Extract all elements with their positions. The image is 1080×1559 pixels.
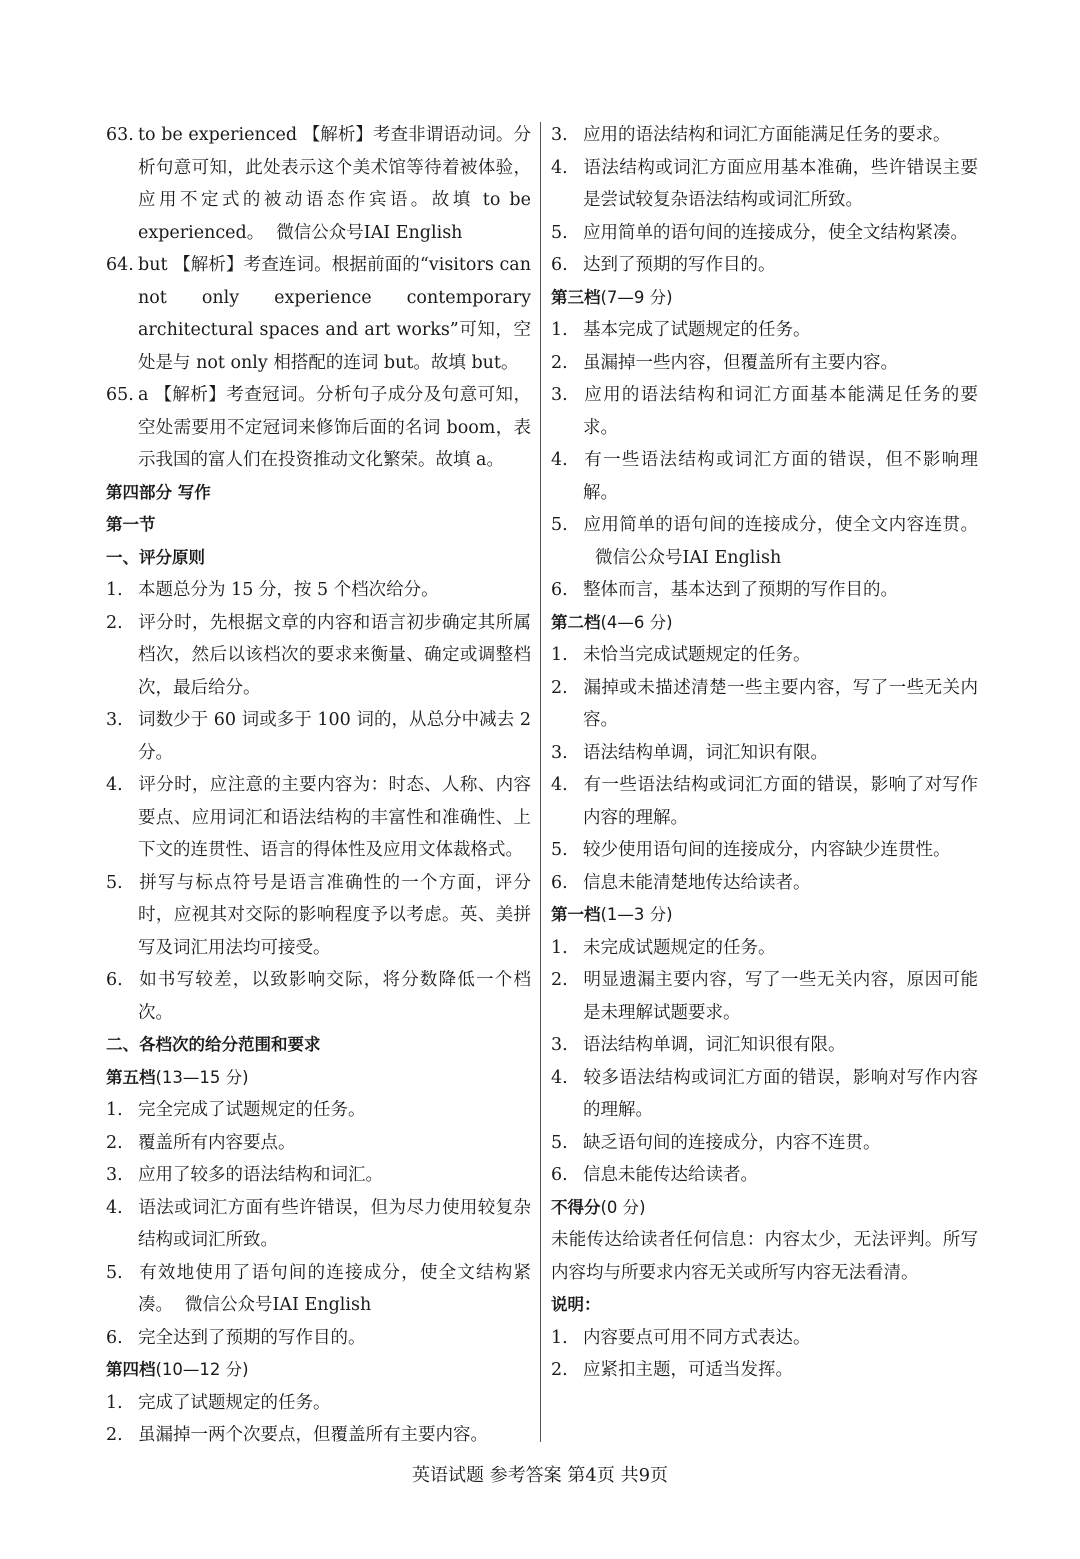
item-text: 有一些语法结构或词汇方面的错误，但不影响理解。 <box>583 450 978 503</box>
item-number: 65. <box>106 385 134 405</box>
part-heading: 第四部分 写作 <box>106 482 211 502</box>
item-text: 语法结构单调，词汇知识很有限。 <box>583 1035 846 1055</box>
list-item <box>106 1127 531 1160</box>
answer-65 <box>106 379 531 477</box>
list-item <box>551 964 978 1029</box>
item-number: 2. <box>551 970 568 990</box>
item-number: 2. <box>551 352 568 373</box>
notes-heading: 说明： <box>551 1295 601 1314</box>
list-item <box>106 769 531 867</box>
list-item <box>106 1419 531 1452</box>
item-number: 5. <box>106 1262 123 1283</box>
item-number: 6. <box>551 580 568 600</box>
item-number: 63. <box>106 125 134 145</box>
item-number: 5. <box>551 1132 568 1153</box>
item-number: 4. <box>106 1197 123 1218</box>
item-number: 3. <box>551 125 568 145</box>
item-text: 应用了较多的语法结构和词汇。 <box>138 1165 383 1185</box>
tier-range: (7—9 分) <box>600 287 673 307</box>
item-number: 6. <box>106 1327 123 1348</box>
item-text: 较少使用语句间的连接成分，内容缺少连贯性。 <box>583 840 951 860</box>
list-item <box>106 867 531 965</box>
tier1-heading <box>551 899 978 932</box>
list-item <box>551 217 978 250</box>
item-number: 1. <box>106 1100 123 1120</box>
item-text: 漏掉或未描述清楚一些主要内容，写了一些无关内容。 <box>583 677 978 730</box>
item-text: 应用的语法结构和词汇方面能满足任务的要求。 <box>583 125 951 145</box>
tier2-heading <box>551 607 978 640</box>
list-item <box>551 672 978 737</box>
item-number: 5. <box>551 840 568 860</box>
tier3-list <box>551 314 978 607</box>
list-item <box>551 1159 978 1192</box>
tier0-heading <box>551 1192 978 1225</box>
item-number: 4. <box>551 775 568 795</box>
list-item <box>551 379 978 444</box>
tier4-heading <box>106 1354 531 1387</box>
list-item <box>106 1159 531 1192</box>
item-text: 应用简单的语句间的连接成分，使全文内容连贯。 <box>583 515 978 535</box>
list-item <box>551 932 978 965</box>
list-item <box>106 1094 531 1127</box>
list-item <box>106 1322 531 1355</box>
item-text: 应紧扣主题，可适当发挥。 <box>583 1360 793 1380</box>
answer-63 <box>106 119 531 249</box>
item-number: 2. <box>106 612 123 633</box>
item-text: 信息未能传达给读者。 <box>583 1165 758 1185</box>
list-item <box>551 509 978 574</box>
section-heading: 第一节 <box>106 515 156 534</box>
item-number: 2. <box>106 1132 123 1153</box>
tier-title: 第五档 <box>106 1067 156 1087</box>
item-text: 整体而言，基本达到了预期的写作目的。 <box>583 580 898 600</box>
item-text: 词数少于 60 词或多于 100 词的，从总分中减去 2 分。 <box>138 710 531 763</box>
item-text: 语法结构或词汇方面应用基本准确，些许错误主要是尝试较复杂语法结构或词汇所致。 <box>583 157 978 210</box>
list-item <box>551 1354 978 1387</box>
item-text: 未完成试题规定的任务。 <box>583 937 776 958</box>
tier-range: (10—12 分) <box>155 1360 249 1379</box>
item-text: 达到了预期的写作目的。 <box>583 255 776 275</box>
item-number: 2. <box>551 1360 568 1380</box>
list-item <box>551 639 978 672</box>
item-number: 64. <box>106 255 134 275</box>
watermark-text: 微信公众号IAI English <box>276 222 463 243</box>
item-number: 1. <box>551 937 568 958</box>
item-text: 完全完成了试题规定的任务。 <box>138 1100 366 1120</box>
list-item <box>551 769 978 834</box>
list-item <box>551 152 978 217</box>
item-number: 3. <box>551 1035 568 1055</box>
list-item <box>551 737 978 770</box>
item-number: 6. <box>551 1165 568 1185</box>
item-number: 1. <box>551 320 568 340</box>
item-text: 内容要点可用不同方式表达。 <box>583 1327 811 1348</box>
left-column <box>106 119 531 1452</box>
item-number: 3. <box>551 385 568 405</box>
item-text: 虽漏掉一些内容，但覆盖所有主要内容。 <box>583 352 898 373</box>
item-number: 1. <box>106 580 123 600</box>
list-item <box>551 1062 978 1127</box>
list-item <box>551 834 978 867</box>
tier-range: (13—15 分) <box>155 1067 249 1087</box>
item-number: 2. <box>551 677 568 698</box>
item-number: 5. <box>106 872 123 893</box>
tier0-description: 未能传达给读者任何信息：内容太少，无法评判。所写内容均与所要求内容无关或所写内容无法看清。 <box>551 1230 978 1283</box>
item-number: 3. <box>106 1165 123 1185</box>
item-number: 4. <box>551 1067 568 1088</box>
right-column <box>551 119 978 1387</box>
item-number: 1. <box>551 645 568 665</box>
answer-text: but 【解析】考查连词。根据前面的“visitors can not only experience contemporary architectural spaces and art works”可知，空处是与 not only 相搭配的连词 but。故填 but。 <box>138 255 531 373</box>
item-number: 4. <box>106 775 123 795</box>
list-item <box>106 1192 531 1257</box>
tier-range: (4—6 分) <box>600 612 673 632</box>
item-number: 2. <box>106 1425 123 1445</box>
item-text: 明显遗漏主要内容，写了一些无关内容，原因可能是未理解试题要求。 <box>583 970 978 1023</box>
item-text: 应用的语法结构和词汇方面基本能满足任务的要求。 <box>583 385 978 438</box>
item-number: 1. <box>551 1327 568 1348</box>
item-number: 4. <box>551 450 568 470</box>
item-number: 3. <box>551 742 568 763</box>
item-text: 拼写与标点符号是语言准确性的一个方面，评分时，应视其对交际的影响程度予以考虑。英、美拼写及词汇用法均可接受。 <box>138 872 531 958</box>
page-footer: 英语试题 参考答案 第4页 共9页 <box>411 1465 669 1486</box>
tier-title: 第四档 <box>106 1360 156 1379</box>
item-text: 如书写较差，以致影响交际，将分数降低一个档次。 <box>138 970 531 1023</box>
item-text: 有效地使用了语句间的连接成分，使全文结构紧凑。 <box>138 1262 531 1315</box>
item-number: 3. <box>106 710 123 730</box>
scoring-principles-heading: 一、评分原则 <box>106 547 205 567</box>
tier-range: (1—3 分) <box>600 905 673 924</box>
list-item <box>106 1257 531 1322</box>
item-text: 虽漏掉一两个次要点，但覆盖所有主要内容。 <box>138 1425 488 1445</box>
tier3-heading <box>551 282 978 315</box>
item-text: 应用简单的语句间的连接成分，使全文结构紧凑。 <box>583 222 968 243</box>
scoring-principles-list <box>106 574 531 1029</box>
list-item <box>551 867 978 900</box>
item-text: 评分时，应注意的主要内容为：时态、人称、内容要点、应用词汇和语法结构的丰富性和准确性、上下文的连贯性、语言的得体性及应用文体裁格式。 <box>138 775 531 860</box>
item-text: 完全达到了预期的写作目的。 <box>138 1327 366 1348</box>
tier-title: 第三档 <box>551 287 601 307</box>
item-text: 语法结构单调，词汇知识有限。 <box>583 742 828 763</box>
tier-range: (0 分) <box>600 1197 646 1217</box>
item-text: 较多语法结构或词汇方面的错误，影响对写作内容的理解。 <box>583 1067 978 1120</box>
list-item <box>106 704 531 769</box>
item-number: 6. <box>106 970 123 990</box>
item-number: 5. <box>551 222 568 243</box>
item-text: 基本完成了试题规定的任务。 <box>583 320 811 340</box>
answer-text: to be experienced 【解析】考查非谓语动词。分析句意可知，此处表示这个美术馆等待着被体验，应用不定式的被动语态作宾语。故填 to be experienced。 <box>138 125 531 243</box>
column-divider <box>540 122 541 1442</box>
item-number: 6. <box>551 872 568 893</box>
item-text: 覆盖所有内容要点。 <box>138 1132 296 1153</box>
item-number: 5. <box>551 515 568 535</box>
item-number: 6. <box>551 255 568 275</box>
item-text: 评分时，先根据文章的内容和语言初步确定其所属档次，然后以该档次的要求来衡量、确定或调整档次，最后给分。 <box>138 612 531 698</box>
item-text: 本题总分为 15 分，按 5 个档次给分。 <box>138 580 439 600</box>
list-item <box>551 1127 978 1160</box>
list-item <box>106 574 531 607</box>
answer-text: a 【解析】考查冠词。分析句子成分及句意可知，空处需要用不定冠词来修饰后面的名词 boom，表示我国的富人们在投资推动文化繁荣。故填 a。 <box>138 385 531 470</box>
answer-64 <box>106 249 531 379</box>
list-item <box>106 1387 531 1420</box>
watermark-text: 微信公众号IAI English <box>185 1295 372 1315</box>
list-item <box>551 119 978 152</box>
item-text: 完成了试题规定的任务。 <box>138 1392 331 1413</box>
item-text: 语法或词汇方面有些许错误，但为尽力使用较复杂结构或词汇所致。 <box>138 1197 531 1250</box>
list-item <box>106 964 531 1029</box>
list-item <box>551 249 978 282</box>
tier5-list <box>106 1094 531 1354</box>
list-item <box>551 574 978 607</box>
list-item <box>551 314 978 347</box>
tier4-list <box>106 1387 531 1452</box>
tier4-list-continued <box>551 119 978 282</box>
item-text: 有一些语法结构或词汇方面的错误，影响了对写作内容的理解。 <box>583 775 978 828</box>
notes-list <box>551 1322 978 1387</box>
tier-ranges-heading: 二、各档次的给分范围和要求 <box>106 1035 321 1054</box>
item-number: 4. <box>551 157 568 178</box>
item-number: 1. <box>106 1392 123 1413</box>
tier-title: 不得分 <box>551 1197 601 1217</box>
item-text: 信息未能清楚地传达给读者。 <box>583 872 811 893</box>
list-item <box>551 444 978 509</box>
tier-title: 第二档 <box>551 612 601 632</box>
list-item <box>106 607 531 705</box>
tier-title: 第一档 <box>551 905 601 924</box>
tier1-list <box>551 932 978 1192</box>
list-item <box>551 1029 978 1062</box>
list-item <box>551 347 978 380</box>
watermark-text: 微信公众号IAI English <box>595 547 782 568</box>
item-text: 缺乏语句间的连接成分，内容不连贯。 <box>583 1132 881 1153</box>
tier5-heading <box>106 1062 531 1095</box>
item-text: 未恰当完成试题规定的任务。 <box>583 645 811 665</box>
list-item <box>551 1322 978 1355</box>
tier2-list <box>551 639 978 899</box>
